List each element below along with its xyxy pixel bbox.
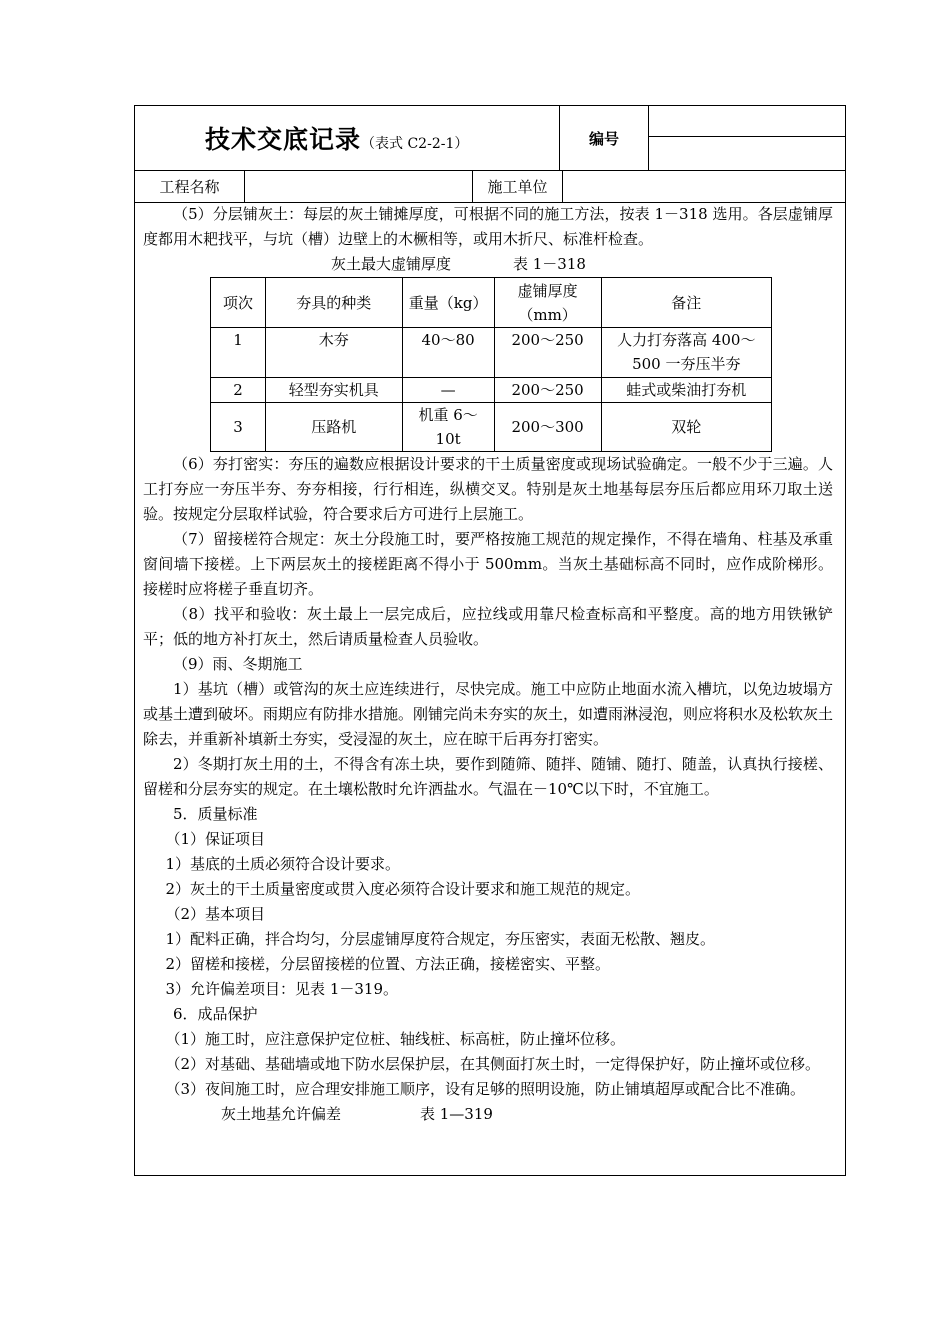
table-cell: 压路机	[266, 403, 403, 452]
paragraph: （5）分层铺灰土：每层的灰土铺摊厚度，可根据不同的施工方法，按表 1－318 选用。各层虚铺厚度都用木耙找平，与坑（槽）边壁上的木橛相等，或用木折尺、标准杆检查。	[143, 205, 833, 248]
table-cell: 200～250	[494, 328, 601, 378]
table-cell: 双轮	[601, 403, 771, 452]
section-heading: 5．质量标准	[173, 805, 258, 823]
header-cell: 虚铺厚度（mm）	[494, 278, 601, 328]
title-cell	[135, 106, 560, 170]
project-name-label: 工程名称	[135, 170, 245, 202]
paragraph: 2）留槎和接槎，分层留接槎的位置、方法正确，接槎密实、平整。	[165, 955, 611, 973]
table-cell: 40～80	[402, 328, 494, 378]
number-divider	[649, 136, 845, 137]
table-318-title: 灰土最大虚铺厚度	[331, 255, 452, 273]
section-heading: 6．成品保护	[173, 1005, 258, 1023]
paragraph: （7）留接槎符合规定：灰土分段施工时，要严格按施工规范的规定操作，不得在墙角、柱基及承重窗间墙下接槎。上下两层灰土的接槎距离不得小于 500mm。当灰土基础标高不同时，应作成阶梯形。接槎时应将槎子垂直切齐。	[143, 530, 833, 598]
form-code: （表式 C2-2-1）	[361, 136, 469, 152]
table-318-number: 表 1－318	[513, 255, 586, 273]
paragraph: 1）基底的土质必须符合设计要求。	[165, 855, 401, 873]
table-cell: 机重 6～10t	[402, 403, 494, 452]
paragraph: （1）施工时，应注意保护定位桩、轴线桩、标高桩，防止撞坏位移。	[165, 1030, 626, 1048]
header-cell: 备注	[601, 278, 771, 328]
table-row	[211, 378, 772, 403]
table-cell: 1	[211, 328, 266, 378]
paragraph: 2）灰土的干土质量密度或贯入度必须符合设计要求和施工规范的规定。	[165, 880, 641, 898]
number-value-cell	[649, 106, 845, 170]
paragraph: 3）允许偏差项目：见表 1－319。	[165, 980, 398, 998]
table-cell: 蛙式或柴油打夯机	[601, 378, 771, 403]
construction-unit-value	[563, 170, 845, 202]
paragraph: （2）基本项目	[165, 905, 266, 923]
info-row	[135, 170, 845, 203]
table-319-title: 灰土地基允许偏差	[221, 1105, 342, 1123]
number-label: 编号	[560, 106, 649, 170]
paragraph: 1）配料正确，拌合均匀，分层虚铺厚度符合规定，夯压密实，表面无松散、翘皮。	[165, 930, 716, 948]
table-cell: 3	[211, 403, 266, 452]
paragraph: （1）保证项目	[165, 830, 266, 848]
table-318	[210, 277, 772, 452]
table-cell: 200～300	[494, 403, 601, 452]
table-319-caption	[143, 1102, 833, 1127]
table-row	[211, 328, 772, 378]
table-318-caption	[143, 252, 833, 277]
paragraph: 2）冬期打灰土用的土，不得含有冻土块，要作到随筛、随拌、随铺、随打、随盖，认真执行接槎、留槎和分层夯实的规定。在土壤松散时允许洒盐水。气温在－10℃以下时，不宜施工。	[143, 755, 833, 798]
table-cell: —	[402, 378, 494, 403]
title-text: 技术交底记录	[205, 125, 362, 154]
form-header	[135, 106, 845, 171]
project-name-value	[245, 170, 473, 202]
table-cell: 轻型夯实机具	[266, 378, 403, 403]
header-cell: 重量（kg）	[402, 278, 494, 328]
paragraph: （8）找平和验收：灰土最上一层完成后，应拉线或用靠尺检查标高和平整度。高的地方用铁锹铲平；低的地方补打灰土，然后请质量检查人员验收。	[143, 605, 833, 648]
paragraph: （3）夜间施工时，应合理安排施工顺序，设有足够的照明设施，防止铺填超厚或配合比不准确。	[165, 1080, 806, 1098]
paragraph: 1）基坑（槽）或管沟的灰土应连续进行，尽快完成。施工中应防止地面水流入槽坑，以免边坡塌方或基土遭到破坏。雨期应有防排水措施。刚铺完尚未夯实的灰土，如遭雨淋浸泡，则应将积水及松软灰土除去，并重新补填新土夯实，受浸湿的灰土，应在晾干后再夯打密实。	[143, 680, 834, 748]
construction-unit-label: 施工单位	[473, 170, 563, 202]
paragraph: （2）对基础、基础墙或地下防水层保护层，在其侧面打灰土时，一定得保护好，防止撞坏或位移。	[165, 1055, 821, 1073]
header-cell: 夯具的种类	[266, 278, 403, 328]
table-cell: 200～250	[494, 378, 601, 403]
table-header-row	[211, 278, 772, 328]
header-cell: 项次	[211, 278, 266, 328]
table-row	[211, 403, 772, 452]
disclosure-content	[143, 202, 833, 1127]
table-cell: 2	[211, 378, 266, 403]
table-cell: 木夯	[266, 328, 403, 378]
record-form	[134, 105, 846, 1176]
table-cell: 人力打夯落高 400～500 一夯压半夯	[601, 328, 771, 378]
paragraph: （6）夯打密实：夯压的遍数应根据设计要求的干土质量密度或现场试验确定。一般不少于三遍。人工打夯应一夯压半夯、夯夯相接，行行相连，纵横交叉。特别是灰土地基每层夯压后都应用环刀取土送验。按规定分层取样试验，符合要求后方可进行上层施工。	[143, 455, 833, 523]
table-319-number: 表 1—319	[420, 1105, 493, 1123]
paragraph: （9）雨、冬期施工	[173, 655, 303, 673]
form-title	[205, 120, 468, 156]
